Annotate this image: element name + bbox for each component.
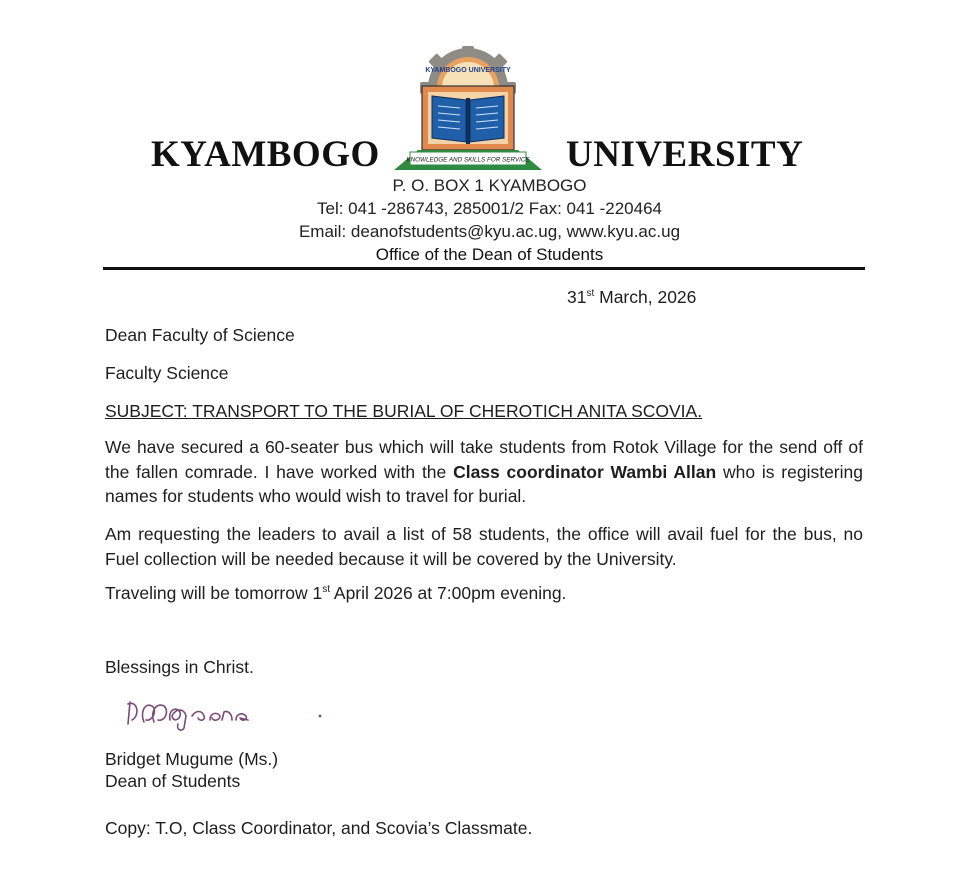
office-title: Office of the Dean of Students — [375, 245, 604, 264]
subject-line: SUBJECT: TRANSPORT TO THE BURIAL OF CHEROTICH ANITA SCOVIA. — [105, 401, 703, 421]
signatory-name: Bridget Mugume (Ms.) — [105, 749, 279, 769]
signatory-title: Dean of Students — [105, 771, 241, 791]
recipient-faculty-line: Faculty Science — [105, 363, 229, 383]
phone-fax-line: Tel: 041 -286743, 285001/2 Fax: 041 -220464 — [317, 199, 662, 218]
letterhead-divider — [103, 267, 865, 270]
copy-line: Copy: T.O, Class Coordinator, and Scovia’s Classmate. — [105, 818, 533, 838]
travel-date-line: Traveling will be tomorrow 1st April 2026 at 7:00pm evening. — [105, 583, 567, 603]
body-paragraph-1: We have secured a 60-seater bus which will take students from Rotok Village for the send off of the fallen comrade. I have worked with the Class coordinator Wambi Allan who is registering names for students who would wish to travel for burial. — [105, 437, 863, 506]
university-name-right: UNIVERSITY — [566, 134, 804, 175]
university-crest-logo — [388, 46, 548, 171]
letter-date: 31st March, 2026 — [567, 287, 697, 307]
closing-line: Blessings in Christ. — [105, 657, 254, 677]
coordinator-name: Class coordinator Wambi Allan — [453, 461, 717, 482]
handwritten-signature — [124, 694, 334, 734]
recipient-line: Dean Faculty of Science — [105, 325, 295, 345]
body-paragraph-2: Am requesting the leaders to avail a list of 58 students, the office will avail fuel for the bus, no Fuel collection will be needed because it will be covered by the University. — [105, 524, 863, 569]
postal-address: P. O. BOX 1 KYAMBOGO — [392, 176, 587, 195]
crest-motto: KNOWLEDGE AND SKILLS FOR SERVICE — [406, 156, 530, 164]
email-web-line: Email: deanofstudents@kyu.ac.ug, www.kyu.ac.ug — [298, 222, 681, 241]
crest-top-text: KYAMBOGO UNIVERSITY — [425, 67, 511, 74]
university-name-left: KYAMBOGO — [151, 134, 380, 175]
